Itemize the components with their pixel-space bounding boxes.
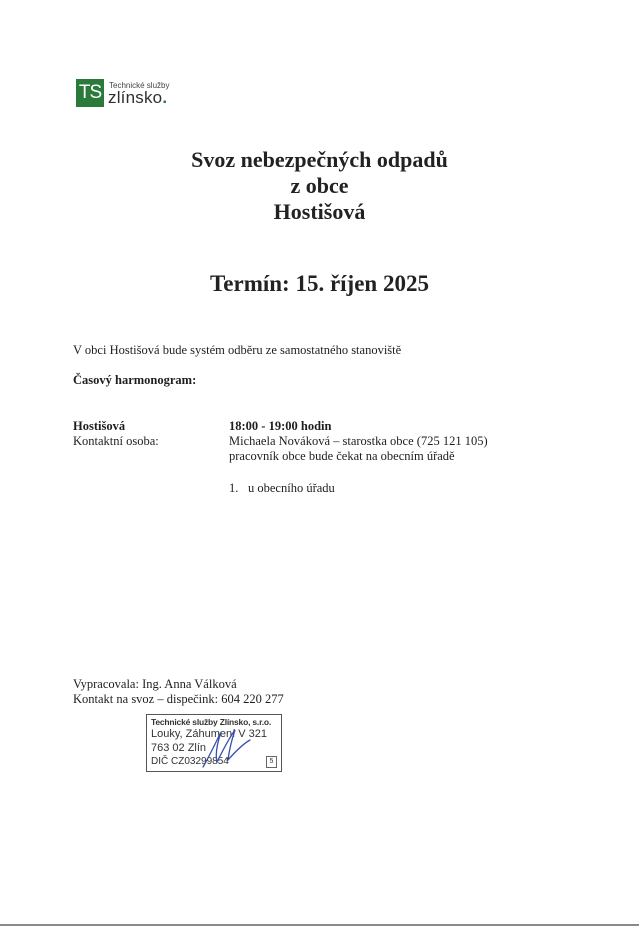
stamp-tax-id: DIČ CZ03299854 (151, 756, 229, 767)
title-line-2: z obce (290, 173, 349, 198)
prepared-by: Vypracovala: Ing. Anna Válková (73, 677, 237, 691)
logo-tagline: Technické služby (109, 81, 170, 90)
stamp-address: Louky, Záhumení V 321 (151, 728, 267, 740)
contact-person: Michaela Nováková – starostka obce (725 121 105) (229, 434, 488, 448)
title-line-1: Svoz nebezpečných odpadů (191, 147, 448, 172)
company-logo (76, 79, 196, 109)
logo-mark: TS (76, 79, 104, 107)
collection-date: Termín: 15. říjen 2025 (210, 271, 429, 296)
contact-label: Kontaktní osoba: (73, 434, 159, 448)
logo-wordmark-text: zlínsko (108, 88, 163, 107)
logo-dot: . (162, 88, 168, 107)
signature (195, 722, 255, 772)
intro-text: V obci Hostišová bude systém odběru ze samostatného stanoviště (73, 343, 402, 357)
page-edge-line (0, 924, 639, 926)
dispatch-contact: Kontakt na svoz – dispečink: 604 220 277 (73, 692, 284, 706)
stamp-number: 5 (266, 756, 277, 768)
stamp-company: Technické služby Zlínsko, s.r.o. (151, 717, 272, 727)
title-line-3: Hostišová (273, 199, 366, 224)
logo-wordmark (108, 88, 167, 108)
schedule-place: Hostišová (73, 419, 126, 433)
stamp-city: 763 02 Zlín (151, 742, 207, 754)
schedule-heading: Časový harmonogram: (73, 373, 197, 387)
schedule-time: 18:00 - 19:00 hodin (229, 419, 332, 433)
list-number: 1. (229, 481, 239, 495)
list-item: u obecního úřadu (248, 481, 335, 495)
schedule-note: pracovník obce bude čekat na obecním úřadě (229, 449, 455, 463)
